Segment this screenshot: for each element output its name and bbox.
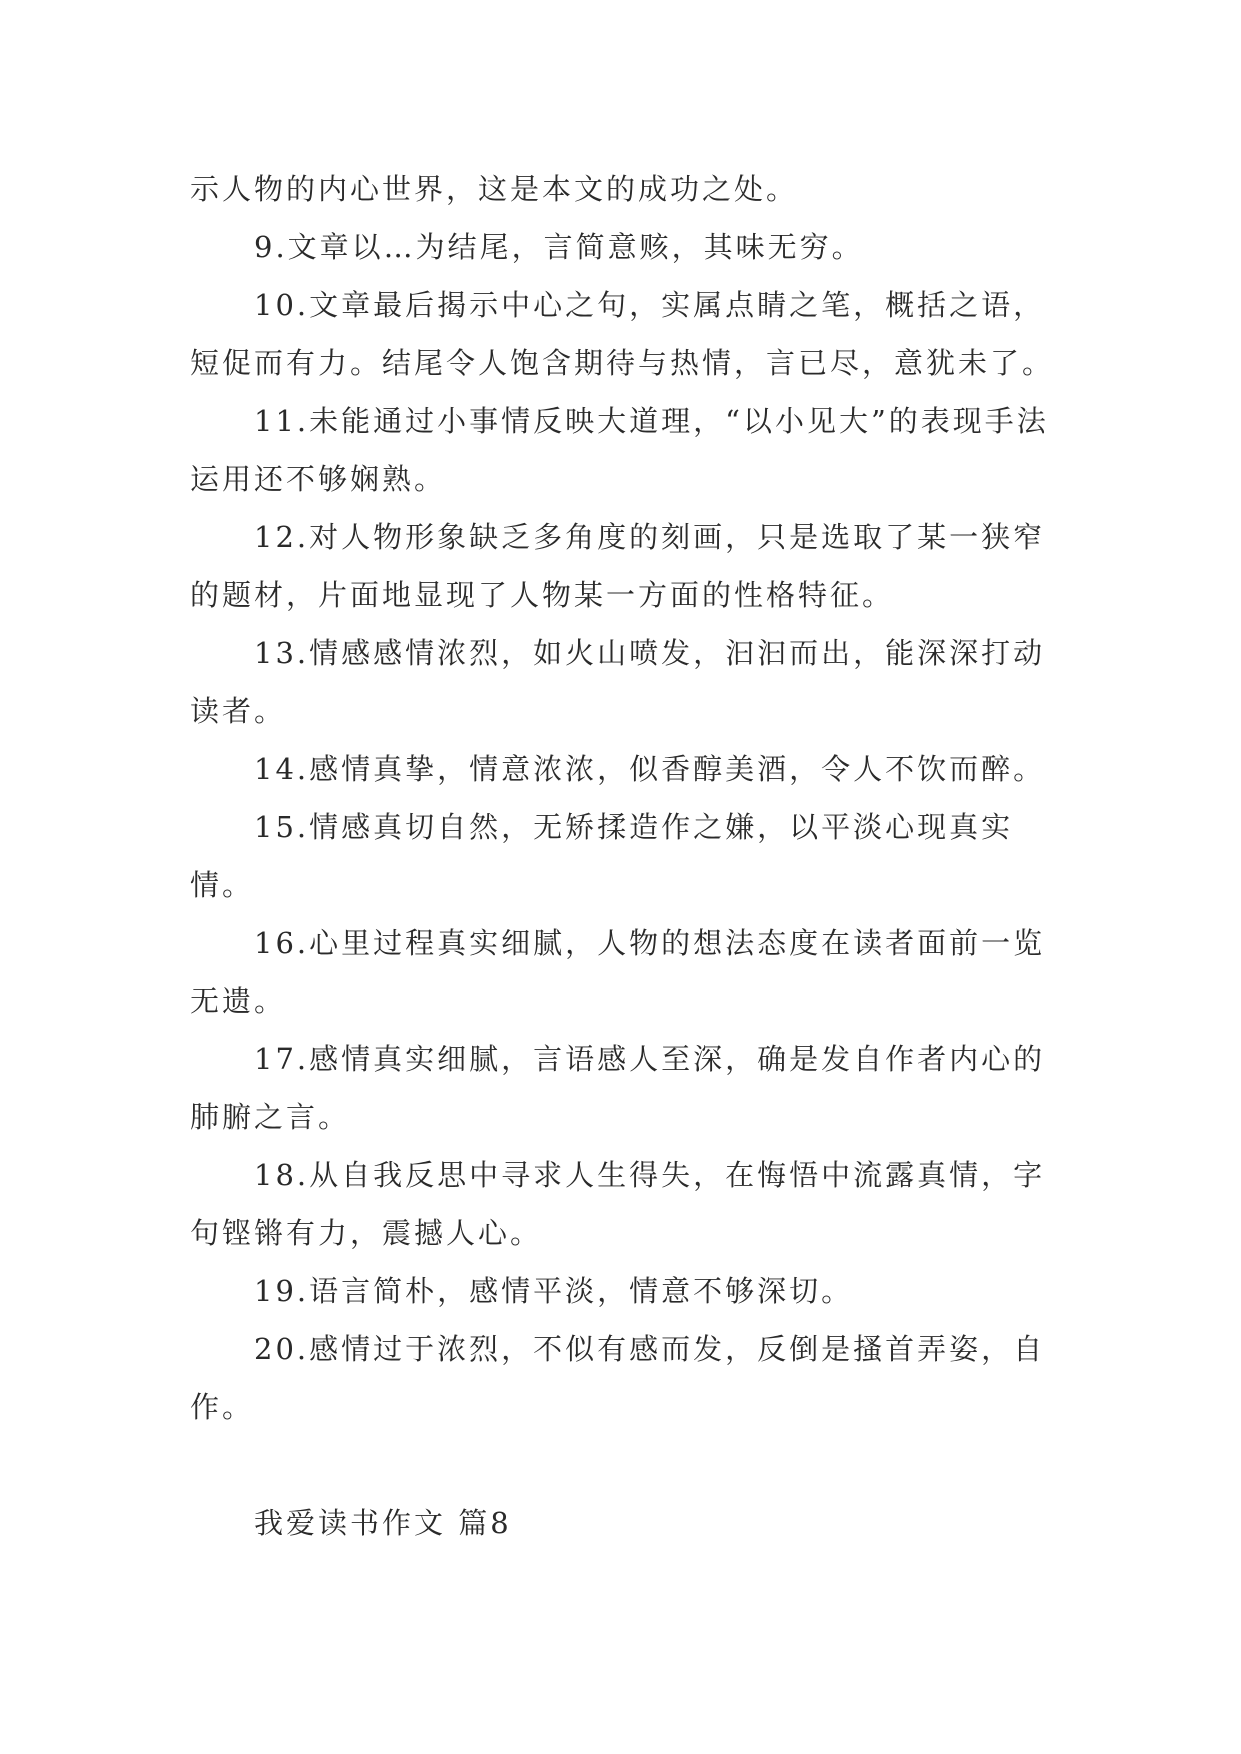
- comment-item-19: 19.语言简朴，感情平淡，情意不够深切。: [254, 1274, 854, 1308]
- comment-item-12: 12.对人物形象缺乏多角度的刻画，只是选取了某一狭窄的题材，片面地显现了人物某一方面的性格特征。: [190, 520, 1046, 612]
- section-heading: 我爱读书作文 篇8: [254, 1506, 512, 1540]
- comment-item-15: 15.情感真切自然，无矫揉造作之嫌，以平淡心现真实情。: [190, 810, 1014, 902]
- document-body: [190, 160, 1070, 1552]
- comment-item-20: 20.感情过于浓烈，不似有感而发，反倒是搔首弄姿，自作。: [190, 1332, 1046, 1424]
- section-spacer: [190, 1436, 1070, 1494]
- comment-item-17: 17.感情真实细腻，言语感人至深，确是发自作者内心的肺腑之言。: [190, 1042, 1046, 1134]
- comment-item-14: 14.感情真挚，情意浓浓，似香醇美酒，令人不饮而醉。: [254, 752, 1046, 786]
- comment-item-13: 13.情感感情浓烈，如火山喷发，汩汩而出，能深深打动读者。: [190, 636, 1046, 728]
- comment-item-16: 16.心里过程真实细腻，人物的想法态度在读者面前一览无遗。: [190, 926, 1046, 1018]
- comment-item-10: 10.文章最后揭示中心之句，实属点睛之笔，概括之语，短促而有力。结尾令人饱含期待与热情，言已尽，意犹未了。: [190, 288, 1055, 380]
- comment-item-18: 18.从自我反思中寻求人生得失，在悔悟中流露真情，字句铿锵有力，震撼人心。: [190, 1158, 1046, 1250]
- lead-paragraph: 示人物的内心世界，这是本文的成功之处。: [190, 172, 799, 206]
- comment-item-11: 11.未能通过小事情反映大道理，“以小见大”的表现手法运用还不够娴熟。: [190, 404, 1049, 496]
- comment-item-9: 9.文章以…为结尾，言简意赅，其味无穷。: [254, 230, 864, 264]
